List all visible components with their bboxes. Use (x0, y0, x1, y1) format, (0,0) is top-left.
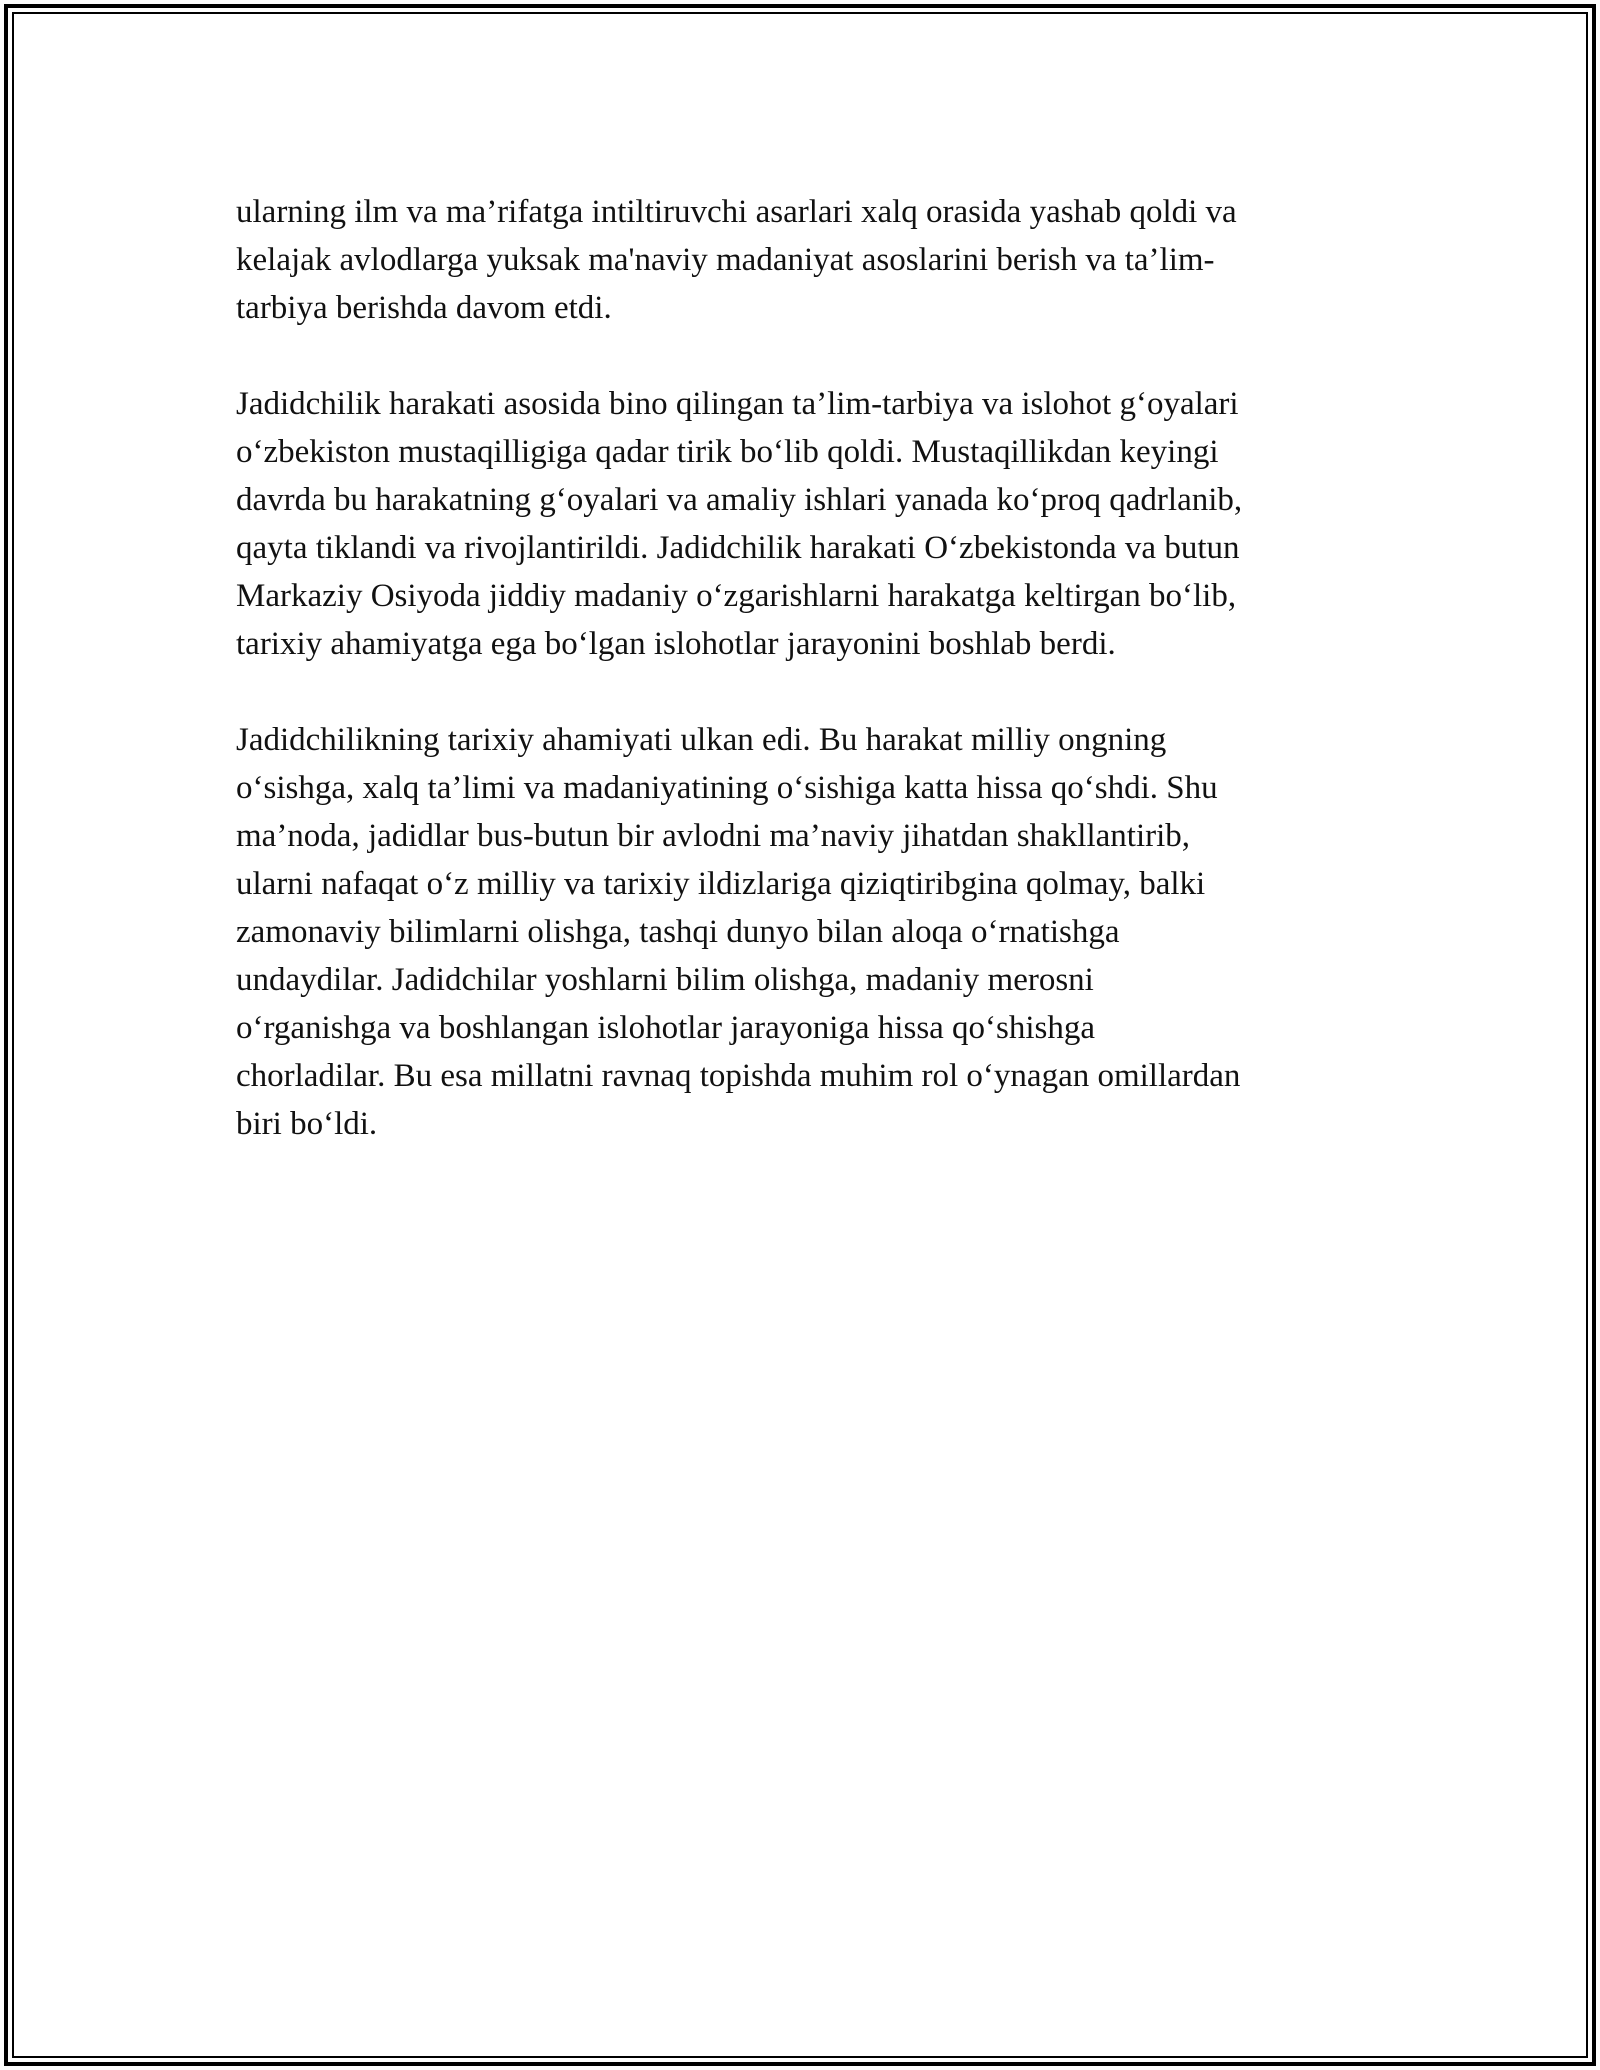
text-line: qayta tiklandi va rivojlantirildi. Jadidchilik harakati O‘zbekistonda va butun (236, 530, 1240, 566)
text-line: tarixiy ahamiyatga ega bo‘lgan islohotlar jarayonini boshlab berdi. (236, 626, 1116, 662)
text-line: davrda bu harakatning g‘oyalari va amaliy ishlari yanada ko‘proq qadrlanib, (236, 482, 1243, 518)
text-line: o‘zbekiston mustaqilligiga qadar tirik bo‘lib qoldi. Mustaqillikdan keyingi (236, 434, 1219, 470)
text-line: kelajak avlodlarga yuksak ma'naviy madaniyat asoslarini berish va ta’lim- (236, 242, 1215, 278)
text-line: o‘rganishga va boshlangan islohotlar jarayoniga hissa qo‘shishga (236, 1010, 1096, 1046)
paragraph-1 (236, 188, 1376, 332)
paragraph-2 (236, 380, 1376, 668)
document-body (236, 188, 1376, 1196)
paragraph-3 (236, 716, 1376, 1148)
text-line: zamonaviy bilimlarni olishga, tashqi dunyo bilan aloqa o‘rnatishga (236, 914, 1120, 950)
text-line: ma’noda, jadidlar bus-butun bir avlodni ma’naviy jihatdan shakllantirib, (236, 818, 1191, 854)
text-line: Markaziy Osiyoda jiddiy madaniy o‘zgarishlarni harakatga keltirgan bo‘lib, (236, 578, 1237, 614)
text-line: biri bo‘ldi. (236, 1106, 378, 1142)
text-line: chorladilar. Bu esa millatni ravnaq topishda muhim rol o‘ynagan omillardan (236, 1058, 1241, 1094)
text-line: Jadidchilik harakati asosida bino qilingan ta’lim-tarbiya va islohot g‘oyalari (236, 386, 1239, 422)
text-line: ularning ilm va ma’rifatga intiltiruvchi asarlari xalq orasida yashab qoldi va (236, 194, 1237, 230)
text-line: o‘sishga, xalq ta’limi va madaniyatining o‘sishiga katta hissa qo‘shdi. Shu (236, 770, 1218, 806)
text-line: Jadidchilikning tarixiy ahamiyati ulkan edi. Bu harakat milliy ongning (236, 722, 1167, 758)
text-line: tarbiya berishda davom etdi. (236, 290, 612, 326)
text-line: ularni nafaqat o‘z milliy va tarixiy ildizlariga qiziqtiribgina qolmay, balki (236, 866, 1206, 902)
text-line: undaydilar. Jadidchilar yoshlarni bilim olishga, madaniy merosni (236, 962, 1094, 998)
